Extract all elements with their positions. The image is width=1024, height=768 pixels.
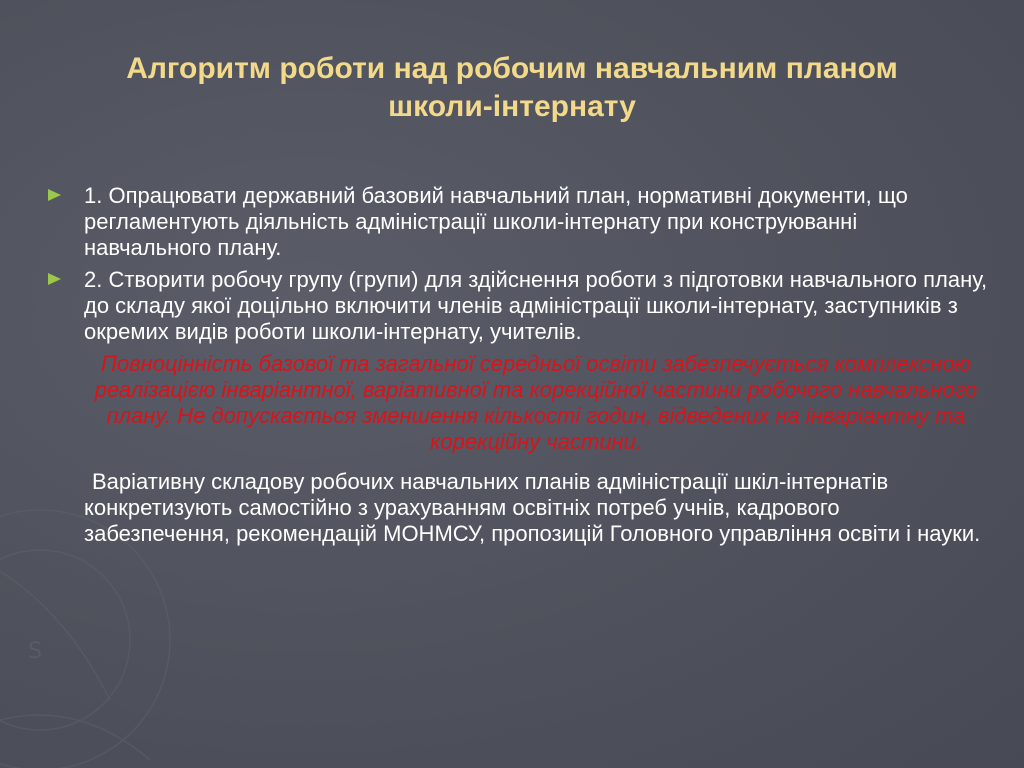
page-title [30, 50, 994, 126]
list-item-text: 1. Опрацювати державний базовий навчальний план, нормативні документи, що регламентують діяльність адміністрації школи-інтернату при конструюванні навчального плану. [84, 183, 908, 260]
title-line-2: школи-інтернату [388, 90, 636, 123]
list-item [48, 183, 988, 261]
slide-content [48, 183, 988, 547]
highlighted-note: Повноцінність базової та загальної середньої освіти забезпечується комплексною реалізацією інваріантної, варіативної та корекційної частини робочого навчального плану. Не допускається зменшення кількості годин, відведених на інваріантну та корекційну частини. [94, 351, 978, 454]
list-item [48, 267, 988, 345]
green-triangle-bullet-icon [48, 273, 61, 285]
list-item-text: 2. Створити робочу групу (групи) для здійснення роботи з підготовки навчального плану, до складу якої доцільно включити членів адміністрації школи-інтернату, заступників з окремих видів роботи школи-інтернату, учителів. [84, 267, 988, 344]
body-paragraph-text: Варіативну складову робочих навчальних планів адміністрації шкіл-інтернатів конкретизують самостійно з урахуванням освітніх потреб учнів, кадрового забезпечення, рекомендацій МОНМСУ, пропозицій Головного управління освіти і науки. [84, 469, 981, 546]
green-triangle-bullet-icon [48, 189, 61, 201]
body-paragraph [48, 469, 988, 547]
title-line-1: Алгоритм роботи над робочим навчальним планом [126, 52, 898, 85]
svg-text:S: S [28, 639, 42, 664]
